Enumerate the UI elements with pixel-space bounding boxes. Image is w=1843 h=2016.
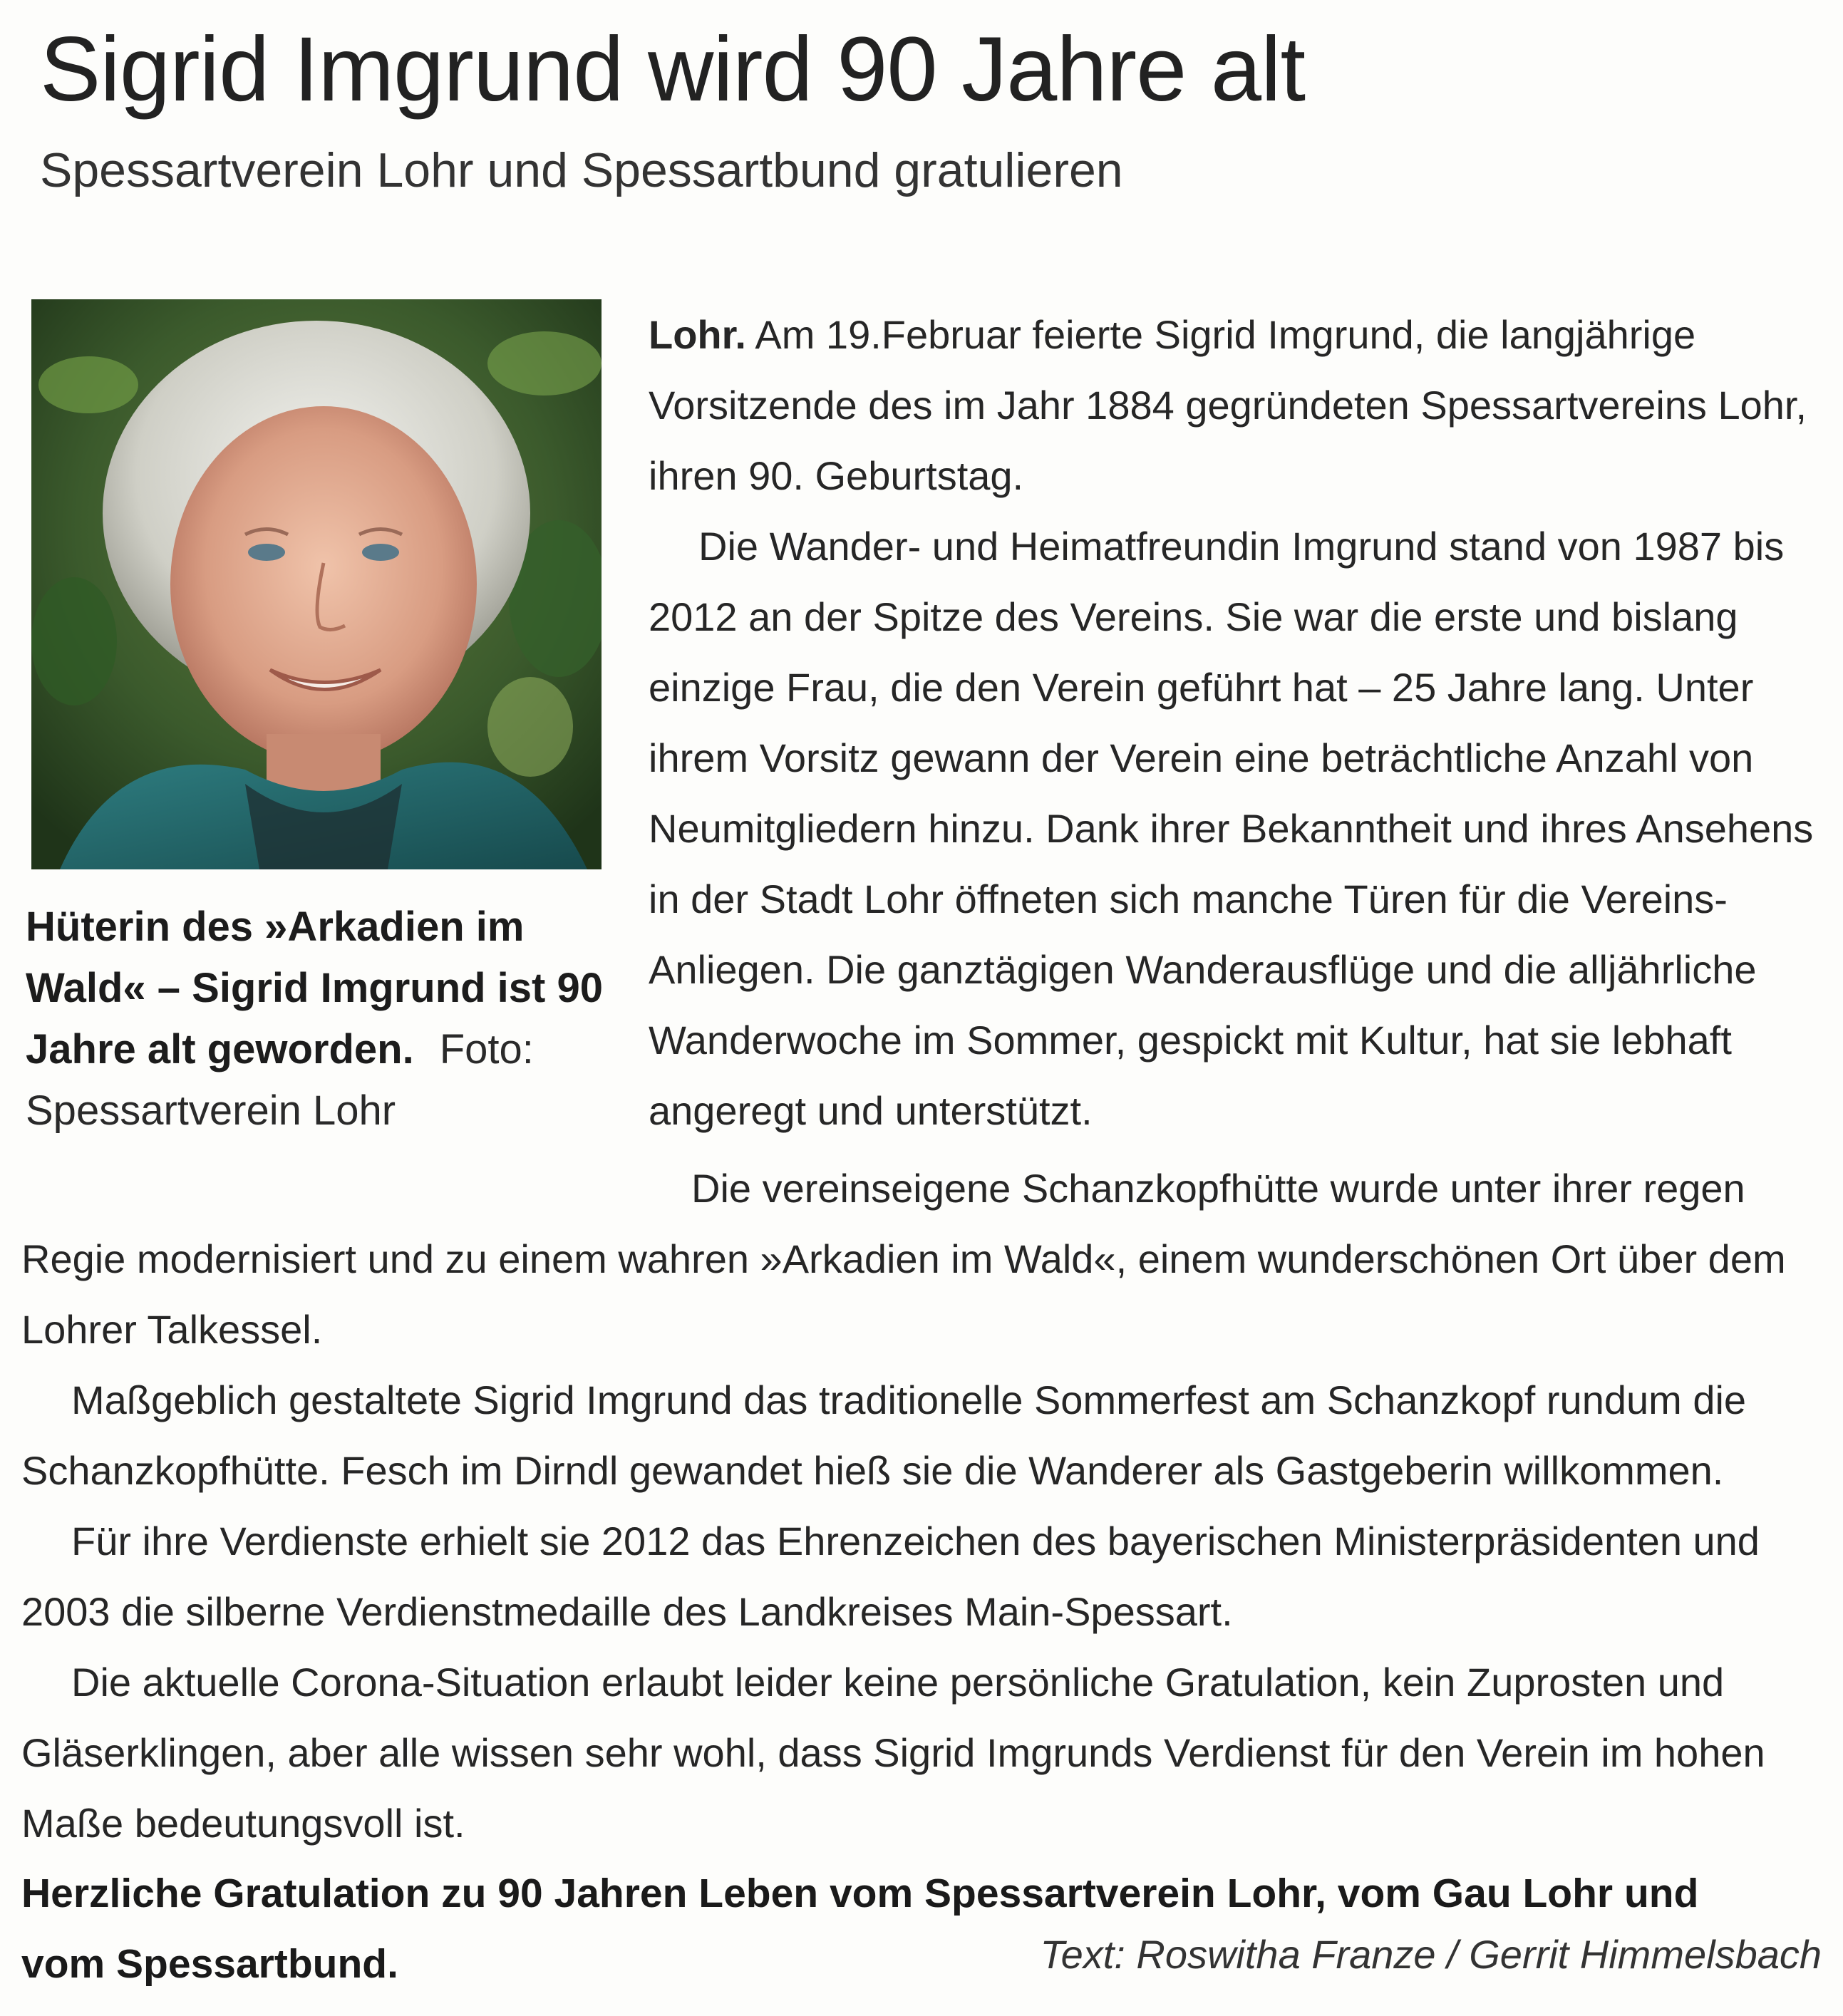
dateline: Lohr. [649, 312, 746, 357]
caption-text: Hüterin des »Arkadien im Wald« – Sigrid Imgrund ist 90 Jahre alt geworden. [26, 904, 603, 1072]
portrait-photo [31, 299, 602, 869]
paragraph-4: Maßgeblich gestaltete Sigrid Imgrund das traditionelle Sommerfest am Schanzkopf rundum die Schanzkopfhütte. Fesch im Dirndl gewandet hieß sie die Wanderer als Gastgeberin willkommen. [21, 1377, 1747, 1493]
photo-caption [26, 896, 617, 1142]
photo-credit: Foto: Spessartverein Lohr [26, 1026, 534, 1134]
closing-congratulation: Herzliche Gratulation zu 90 Jahren Leben vom Spessartverein Lohr, vom Gau Lohr und vom Spessartbund. [21, 1871, 1699, 1987]
intro-text: Am 19.Februar feierte Sigrid Imgrund, die langjährige Vorsitzende des im Jahr 1884 gegründeten Spessartvereins Lohr, ihren 90. Geburtstag. [649, 312, 1807, 498]
paragraph-3: Die vereinseigene Schanzkopfhütte wurde unter ihrer regen Regie modernisiert und zu einem wahren »Arkadien im Wald«, einem wunderschönen Ort über dem Lohrer Talkessel. [21, 1166, 1786, 1352]
article-body-column [649, 299, 1832, 1146]
headline: Sigrid Imgrund wird 90 Jahre alt [40, 19, 1306, 120]
article-body-full [21, 1153, 1832, 1859]
subheadline: Spessartverein Lohr und Spessartbund gratulieren [40, 143, 1123, 197]
paragraph-5: Für ihre Verdienste erhielt sie 2012 das Ehrenzeichen des bayerischen Ministerpräsidenten und 2003 die silberne Verdienstmedaille des Landkreises Main-Spessart. [21, 1519, 1760, 1634]
paragraph-2: Die Wander- und Heimatfreundin Imgrund stand von 1987 bis 2012 an der Spitze des Vereins. Sie war die erste und bislang einzige Frau, die den Verein geführt hat – 25 Jahre lang. Unter ihrem Vorsitz gewann der Verein eine beträchtliche Anzahl von Neumitgliedern hinzu. Dank ihrer Bekanntheit und ihres Ansehens in der Stadt Lohr öffneten sich manche Türen für die Vereins-Anliegen. Die ganztägigen Wanderausflüge und die alljährliche Wanderwoche im Sommer, gespickt mit Kultur, hat sie lebhaft angeregt und unterstützt. [649, 524, 1814, 1133]
paragraph-6: Die aktuelle Corona-Situation erlaubt leider keine persönliche Gratulation, kein Zuprosten und Gläserklingen, aber alle wissen sehr wohl, dass Sigrid Imgrunds Verdienst für den Verein im hohen Maße bedeutungsvoll ist. [21, 1660, 1765, 1846]
intro-paragraph [649, 299, 1832, 511]
author-byline: Text: Roswitha Franze / Gerrit Himmelsbach [1040, 1932, 1822, 1977]
